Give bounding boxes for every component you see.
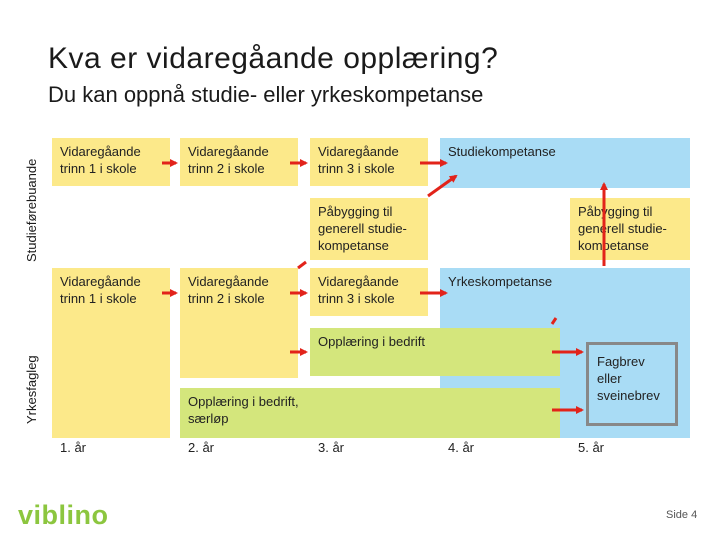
year-label-3: 3. år [318, 440, 345, 455]
box-pabygging-mid-label: Påbygging til generell studie-kompetanse [318, 204, 407, 253]
box-fagbrev-label: Fagbrev eller sveinebrev [597, 354, 660, 403]
box-sf-trinn1-label: Vidaregåande trinn 1 i skole [60, 144, 141, 176]
page-number: Side 4 [666, 509, 698, 521]
box-sf-trinn3-label: Vidaregåande trinn 3 i skole [318, 144, 399, 176]
box-sf-trinn2-label: Vidaregåande trinn 2 i skole [188, 144, 269, 176]
side-label-yrkesfagleg: Yrkesfagleg [24, 355, 39, 424]
viblino-logo [18, 500, 109, 531]
logo-text: viblino [18, 500, 109, 530]
box-yrkeskompetanse-label: Yrkeskompetanse [448, 274, 553, 289]
year-label-4: 4. år [448, 440, 475, 455]
box-yf-trinn2-label: Vidaregåande trinn 2 i skole [188, 274, 269, 306]
arrow-stub [552, 318, 556, 324]
box-yf-trinn1-label: Vidaregåande trinn 1 i skole [60, 274, 141, 306]
box-opplaering-bedrift-label: Opplæring i bedrift [318, 334, 425, 349]
page-title: Kva er vidaregåande opplæring? [48, 42, 499, 75]
side-label-studieforebuande: Studieførebuande [24, 158, 39, 262]
year-label-5: 5. år [578, 440, 605, 455]
arrow-yf-pabygging [298, 262, 306, 268]
year-label-2: 2. år [188, 440, 215, 455]
box-opplaering-saerlop-label: Opplæring i bedrift, særløp [188, 394, 299, 426]
arrow-pabygging-studie [428, 176, 456, 196]
box-pabygging-right-label: Påbygging til generell studie-kompetanse [578, 204, 667, 253]
box-studiekompetanse-label: Studiekompetanse [448, 144, 556, 159]
page-subtitle: Du kan oppnå studie- eller yrkeskompetanse [48, 82, 484, 107]
box-yf-trinn3-label: Vidaregåande trinn 3 i skole [318, 274, 399, 306]
year-label-1: 1. år [60, 440, 87, 455]
